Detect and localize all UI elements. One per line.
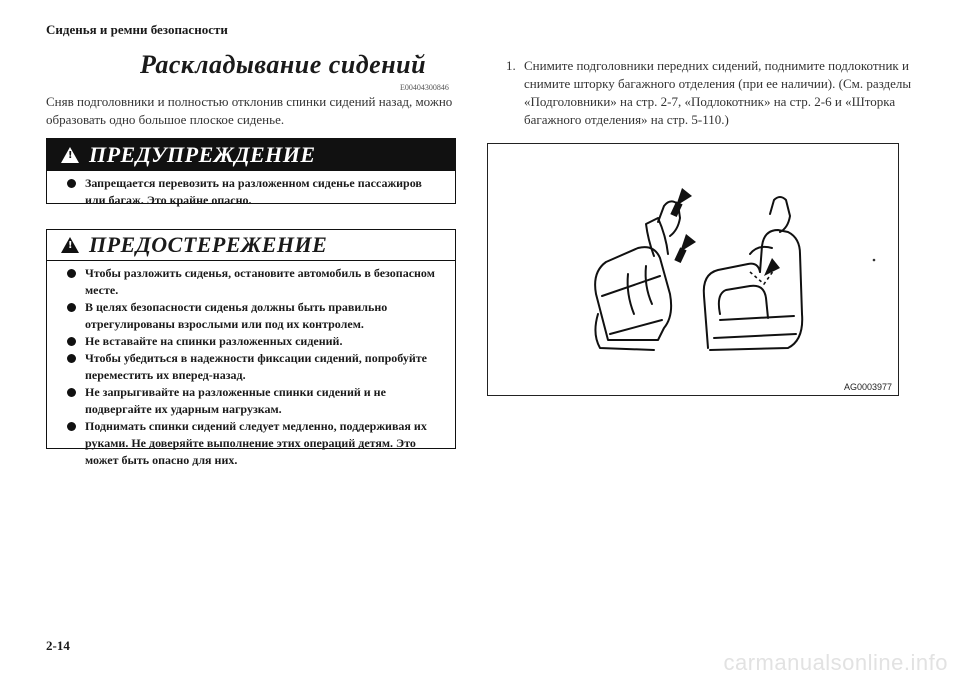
running-header: Сиденья и ремни безопасности <box>46 22 228 37</box>
step-number: 1. <box>506 58 516 73</box>
watermark: carmanualsonline.info <box>723 650 948 675</box>
warning-triangle-icon <box>61 147 79 163</box>
caution-item <box>67 384 445 418</box>
bullet-icon <box>67 179 76 188</box>
caution-header <box>47 230 455 261</box>
caution-item <box>67 418 445 469</box>
bullet-icon <box>67 422 76 431</box>
warning-box <box>46 138 456 207</box>
caution-triangle-icon <box>61 237 79 253</box>
caution-item <box>67 299 445 333</box>
warning-header <box>47 139 455 171</box>
intro-paragraph: Сняв подголовники и полностью отклонив спинки сидений назад, можно образовать одно большое плоское сиденье. <box>46 94 453 127</box>
caution-item <box>67 333 445 350</box>
bullet-icon <box>67 303 76 312</box>
caution-item-text: Чтобы разложить сиденья, остановите автомобиль в безопасном месте. <box>85 266 435 297</box>
caution-item-text: В целях безопасности сиденья должны быть правильно отрегулированы взрослыми или под их контролем. <box>85 300 388 331</box>
caution-item-text: Не вставайте на спинки разложенных сидений. <box>85 334 343 348</box>
caution-label: ПРЕДОСТЕРЕЖЕНИЕ <box>89 232 328 257</box>
caution-item-text: Поднимать спинки сидений следует медленно, поддерживая их руками. Не доверяйте выполнение этих операций детям. Это может быть опасно для них. <box>85 419 427 467</box>
warning-list <box>47 171 455 209</box>
bullet-icon <box>67 269 76 278</box>
step-text: Снимите подголовники передних сидений, поднимите подлокотник и снимите шторку багажного отделения (при ее наличии). (См. разделы «Подголовники» на стр. 2-7, «Подлокотник» на стр. 2-6 и «Шторка багажного отделения» на стр. 5-110.) <box>524 58 912 127</box>
warning-item-text: Запрещается перевозить на разложенном сиденье пассажиров или багаж. Это крайне опасно. <box>85 176 422 207</box>
bullet-icon <box>67 354 76 363</box>
section-title: Раскладывание сидений <box>140 50 427 79</box>
step-instruction <box>506 57 926 129</box>
caution-list <box>47 261 455 469</box>
caution-item-text: Не запрыгивайте на разложенные спинки сидений и не подвергайте их ударным нагрузкам. <box>85 385 386 416</box>
bullet-icon <box>67 388 76 397</box>
caution-item-text: Чтобы убедиться в надежности фиксации сидений, попробуйте переместить их вперед-назад. <box>85 351 427 382</box>
seat-illustration <box>487 143 899 396</box>
caution-item <box>67 265 445 299</box>
seat-diagram-icon <box>488 144 897 394</box>
caution-item <box>67 350 445 384</box>
warning-item <box>67 175 445 209</box>
figure-code: AG0003977 <box>843 382 892 392</box>
page-number: 2-14 <box>46 638 70 653</box>
warning-label: ПРЕДУПРЕЖДЕНИЕ <box>89 142 316 167</box>
section-code: E00404300846 <box>400 83 449 92</box>
bullet-icon <box>67 337 76 346</box>
caution-box <box>46 229 456 467</box>
